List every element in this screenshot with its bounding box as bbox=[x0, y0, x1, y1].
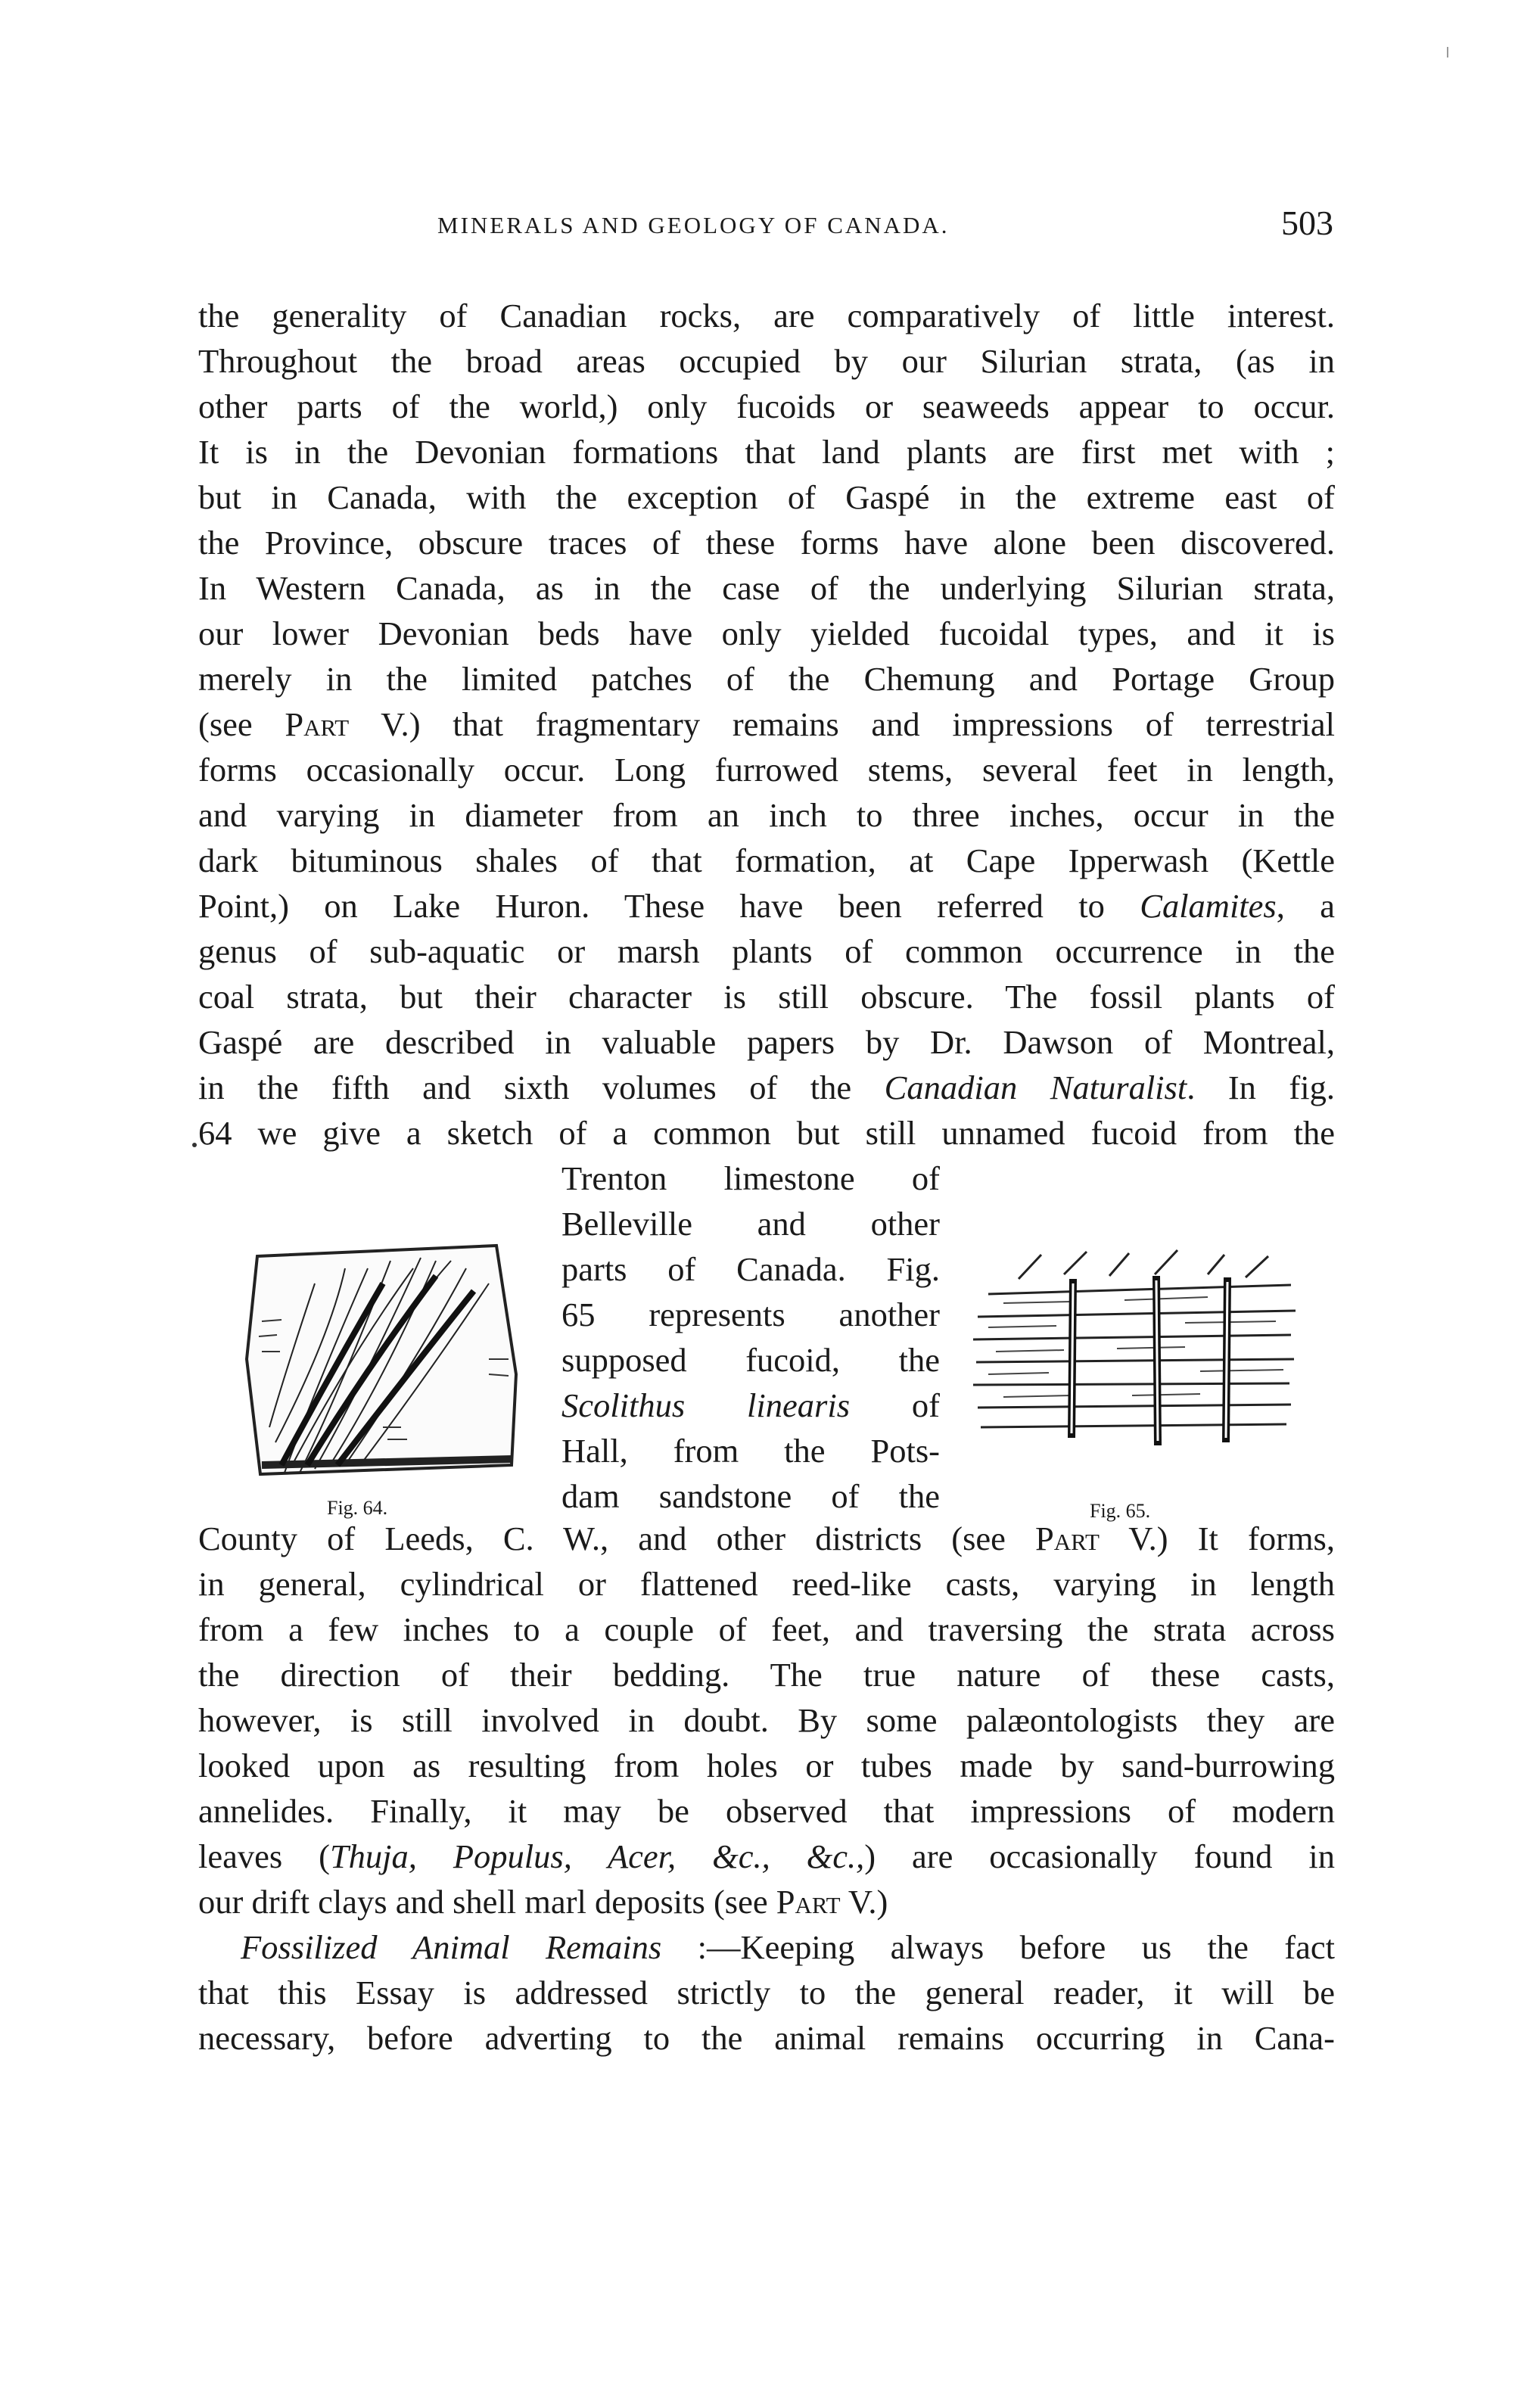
text-line: Trenton limestone of bbox=[561, 1159, 940, 1197]
scan-mark bbox=[1447, 47, 1448, 58]
text-line: looked upon as resulting from holes or tubes made by sand-burrowing bbox=[198, 1747, 1335, 1784]
text-line: 64 we give a sketch of a common but still unnamed fucoid from the bbox=[198, 1114, 1335, 1152]
text-line: the Province, obscure traces of these forms have alone been discovered. bbox=[198, 524, 1335, 562]
text-line: Belleville and other bbox=[561, 1205, 940, 1243]
text-line: merely in the limited patches of the Chemung and Portage Group bbox=[198, 660, 1335, 698]
text-line: Gaspé are described in valuable papers by Dr. Dawson of Montreal, bbox=[198, 1023, 1335, 1061]
text-line: Scolithus linearis of bbox=[561, 1386, 940, 1424]
text-line: but in Canada, with the exception of Gaspé in the extreme east of bbox=[198, 478, 1335, 516]
text-line: from a few inches to a couple of feet, and traversing the strata across bbox=[198, 1610, 1335, 1648]
text-line: 65 represents another bbox=[561, 1296, 940, 1333]
text-line: other parts of the world,) only fucoids or seaweeds appear to occur. bbox=[198, 387, 1335, 425]
text-line: genus of sub-aquatic or marsh plants of common occurrence in the bbox=[198, 932, 1335, 970]
text-line: forms occasionally occur. Long furrowed stems, several feet in length, bbox=[198, 751, 1335, 789]
text-line: and varying in diameter from an inch to three inches, occur in the bbox=[198, 796, 1335, 834]
text-line: In Western Canada, as in the case of the underlying Silurian strata, bbox=[198, 569, 1335, 607]
text-line: our drift clays and shell marl deposits (see Part V.) bbox=[198, 1883, 888, 1921]
text-line: dark bituminous shales of that formation, at Cape Ipperwash (Kettle bbox=[198, 842, 1335, 879]
text-line: parts of Canada. Fig. bbox=[561, 1250, 940, 1288]
fig-65-caption: Fig. 65. bbox=[1090, 1500, 1151, 1522]
text-line: Point,) on Lake Huron. These have been referred to Calamites, a bbox=[198, 887, 1335, 925]
ink-speck bbox=[192, 1143, 197, 1147]
text-line: that this Essay is addressed strictly to the general reader, it will be bbox=[198, 1974, 1335, 2011]
text-line: dam sandstone of the bbox=[561, 1477, 940, 1515]
text-line: the generality of Canadian rocks, are comparatively of little interest. bbox=[198, 297, 1335, 334]
text-line: (see Part V.) that fragmentary remains and impressions of terrestrial bbox=[198, 705, 1335, 743]
paragraph-heading-line: Fossilized Animal Remains :—Keeping always before us the fact bbox=[241, 1928, 1335, 1966]
page-header bbox=[195, 206, 1333, 251]
text-line: It is in the Devonian formations that land plants are first met with ; bbox=[198, 433, 1335, 471]
text-line: in general, cylindrical or flattened reed-like casts, varying in length bbox=[198, 1565, 1335, 1603]
page-number: 503 bbox=[1281, 204, 1333, 242]
text-line: supposed fucoid, the bbox=[561, 1341, 940, 1379]
text-line: County of Leeds, C. W., and other districts (see Part V.) It forms, bbox=[198, 1520, 1335, 1557]
text-line: the direction of their bedding. The true nature of these casts, bbox=[198, 1656, 1335, 1694]
text-line: Hall, from the Pots- bbox=[561, 1432, 940, 1470]
text-line: however, is still involved in doubt. By some palæontologists they are bbox=[198, 1701, 1335, 1739]
fig-64-fucoid-illustration bbox=[239, 1238, 528, 1485]
text-line: necessary, before adverting to the animal remains occurring in Cana- bbox=[198, 2019, 1335, 2057]
text-line: annelides. Finally, it may be observed that impressions of modern bbox=[198, 1792, 1335, 1830]
fig-64-caption: Fig. 64. bbox=[327, 1497, 388, 1519]
text-line: leaves (Thuja, Populus, Acer, &c., &c.,) are occasionally found in bbox=[198, 1837, 1335, 1875]
text-line: our lower Devonian beds have only yielded fucoidal types, and it is bbox=[198, 614, 1335, 652]
fig-65-scolithus-illustration bbox=[958, 1249, 1306, 1476]
running-title: MINERALS AND GEOLOGY OF CANADA. bbox=[437, 212, 950, 238]
text-line: coal strata, but their character is still obscure. The fossil plants of bbox=[198, 978, 1335, 1016]
text-line: Throughout the broad areas occupied by our Silurian strata, (as in bbox=[198, 342, 1335, 380]
text-line: in the fifth and sixth volumes of the Canadian Naturalist. In fig. bbox=[198, 1069, 1335, 1106]
